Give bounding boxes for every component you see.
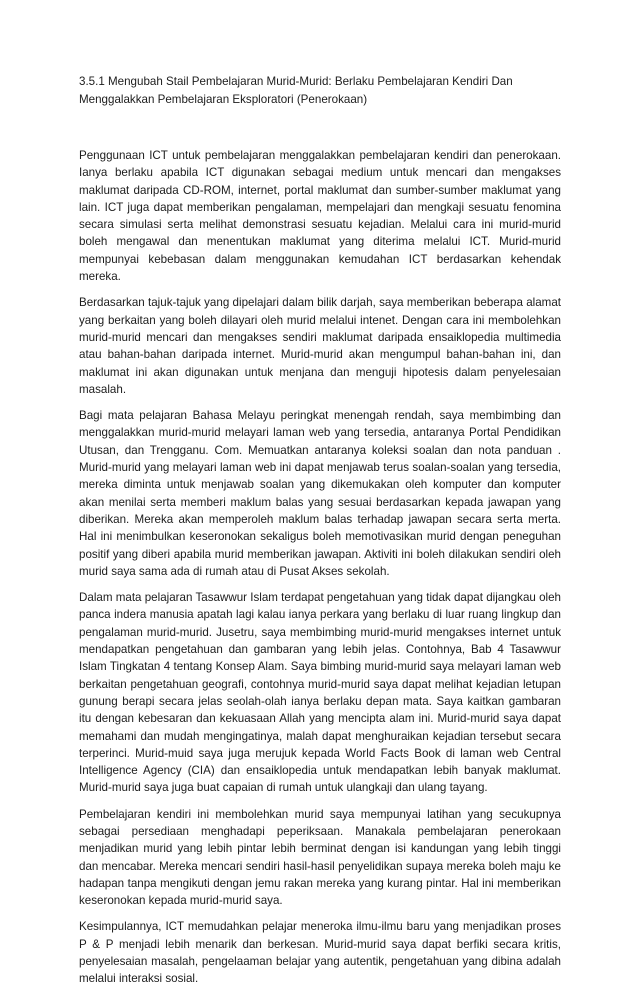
section-heading: 3.5.1 Mengubah Stail Pembelajaran Murid-Murid: Berlaku Pembelajaran Kendiri Dan Menggalakkan Pembelajaran Eksploratori (Penerokaan) [79,75,513,106]
paragraph-conclusion: Kesimpulannya, ICT memudahkan pelajar meneroka ilmu-ilmu baru yang menjadikan proses P & P menjadi lebih menarik dan berkesan. Murid-murid saya dapat berfiki secara kritis, penyelesaian masalah, pengelaaman belajar yang autentik, pengetahuan yang dibina adalah melalui interaksi sosial. [79,920,561,986]
paragraph-bahasa-melayu: Bagi mata pelajaran Bahasa Melayu peringkat menengah rendah, saya membimbing dan menggalakkan murid-murid melayari laman web yang tersedia, antaranya Portal Pendidikan Utusan, dan Trengganu. Com. Memuatkan antaranya koleksi soalan dan nota panduan . Murid-murid yang melayari laman web ini dapat menjawab terus soalan-soalan yang tersedia, mereka diminta untuk menjawab soalan yang dikemukakan oleh komputer dan komputer akan menilai serta memberi maklum balas yang sesuai berdasarkan kepada jawapan yang diberikan. Mereka akan memperoleh maklum balas terhadap jawapan secara serta merta. Hal ini menimbulkan keseronokan sekaligus boleh memotivasikan murid dengan peneguhan positif yang diberi apabila murid memberikan jawapan. Aktiviti ini boleh dilakukan sendiri oleh murid saya sama ada di rumah atau di Pusat Akses sekolah. [79,409,561,578]
paragraph-web-addresses: Berdasarkan tajuk-tajuk yang dipelajari dalam bilik darjah, saya memberikan beberapa alamat yang berkaitan yang boleh dilayari oleh murid melalui intenet. Dengan cara ini membolehkan murid-murid mencari dan mengakses sendiri maklumat daripada ensaiklopedia multimedia atau bahan-bahan daripada internet. Murid-murid akan mengumpul bahan-bahan ini, dan maklumat ini akan digunakan untuk menjana dan menguji hipotesis dalam penyelesaian masalah. [79,296,561,396]
document-page [79,73,561,997]
paragraph-ict-self-learning: Penggunaan ICT untuk pembelajaran menggalakkan pembelajaran kendiri dan penerokaan. Ianya berlaku apabila ICT digunakan sebagai medium untuk mencari dan mengakses maklumat daripada CD-ROM, internet, portal maklumat dan sumber-sumber maklumat yang lain. ICT juga dapat memberikan pengalaman, mempelajari dan mengkaji sesuatu fenomina secara simulasi serta melihat demonstrasi sesuatu kejadian. Melalui cara ini murid-murid boleh mengawal dan menentukan maklumat yang diterima melalui ICT. Murid-murid mempunyai kebebasan dalam menggunakan kemudahan ICT berdasarkan kehendak mereka. [79,149,561,284]
paragraph-tasawwur-islam: Dalam mata pelajaran Tasawwur Islam terdapat pengetahuan yang tidak dapat dijangkau oleh panca indera manusia apatah lagi kalau ianya perkara yang berlaku di luar ruang lingkup dan pengalaman murid-murid. Jusetru, saya membimbing murid-murid mengakses internet untuk mendapatkan pengetahuan dan gambaran yang lebih jelas. Contohnya, Bab 4 Tasawwur Islam Tingkatan 4 tentang Konsep Alam. Saya bimbing murid-murid saya melayari laman web berkaitan pengetahuan geografi, contohnya murid-murid saya dapat melihat kejadian letupan gunung berapi secara jelas seolah-olah ianya berlaku depan mata. Saya kaitkan gambaran itu dengan kebesaran dan kekuasaan Allah yang mencipta alam ini. Murid-murid saya dapat memahami dan mudah mengingatinya, malah dapat menghuraikan kejadian tersebut secara terperinci. Murid-muid saya juga merujuk kepada World Facts Book di laman web Central Intelligence Agency (CIA) dan ensaiklopedia untuk mendapatkan lebih banyak maklumat. Murid-murid saya juga buat capaian di rumah untuk ulangkaji dan ulang tayang. [79,591,561,795]
paragraph-exploratory-learning: Pembelajaran kendiri ini membolehkan murid saya mempunyai latihan yang secukupnya sebagai persediaan menghadapi peperiksaan. Manakala pembelajaran penerokaan menjadikan murid yang lebih pintar lebih berminat dengan isi kandungan yang lebih tinggi dan mencabar. Mereka mencari sendiri hasil-hasil penyelidikan supaya mereka boleh maju ke hadapan tanpa mengikuti dengan jemu rakan mereka yang kurang pintar. Hal ini memberikan keseronokan kepada murid-murid saya. [79,807,561,908]
